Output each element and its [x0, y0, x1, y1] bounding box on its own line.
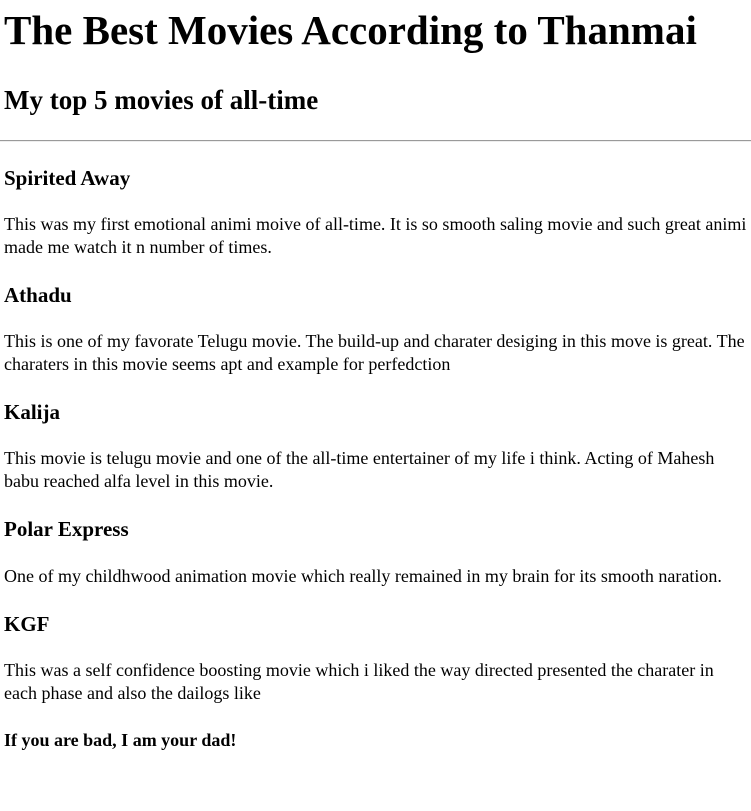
movie-item: [4, 517, 747, 587]
movie-description: This was my first emotional animi moive of all-time. It is so smooth saling movie and such great animi made me watch it n number of times.: [4, 213, 747, 257]
movie-title: Polar Express: [4, 517, 129, 542]
movie-title: Kalija: [4, 400, 60, 425]
movie-list: [4, 166, 747, 705]
movie-description: This was a self confidence boosting movie which i liked the way directed presented the charater in each phase and also the dailogs like: [4, 659, 714, 703]
movie-description: One of my childhwood animation movie which really remained in my brain for its smooth naration.: [4, 565, 722, 586]
movie-item: [4, 400, 747, 493]
movie-quote: If you are bad, I am your dad!: [4, 729, 237, 750]
movie-title: KGF: [4, 611, 50, 636]
movie-description: This movie is telugu movie and one of the all-time entertainer of my life i think. Acting of Mahesh babu reached alfa level in this movie.: [4, 448, 715, 492]
divider: [0, 140, 751, 142]
movie-description: This is one of my favorate Telugu movie. The build-up and charater desiging in this move is great. The charaters in this movie seems apt and example for perfedction: [4, 331, 745, 375]
movie-title: Athadu: [4, 282, 72, 307]
movie-title: Spirited Away: [4, 165, 131, 190]
movie-item: [4, 283, 747, 376]
page-title: The Best Movies According to Thanmai: [4, 7, 697, 53]
page-subtitle: My top 5 movies of all-time: [4, 85, 319, 116]
movie-item: [4, 612, 747, 705]
movie-item: [4, 166, 747, 259]
